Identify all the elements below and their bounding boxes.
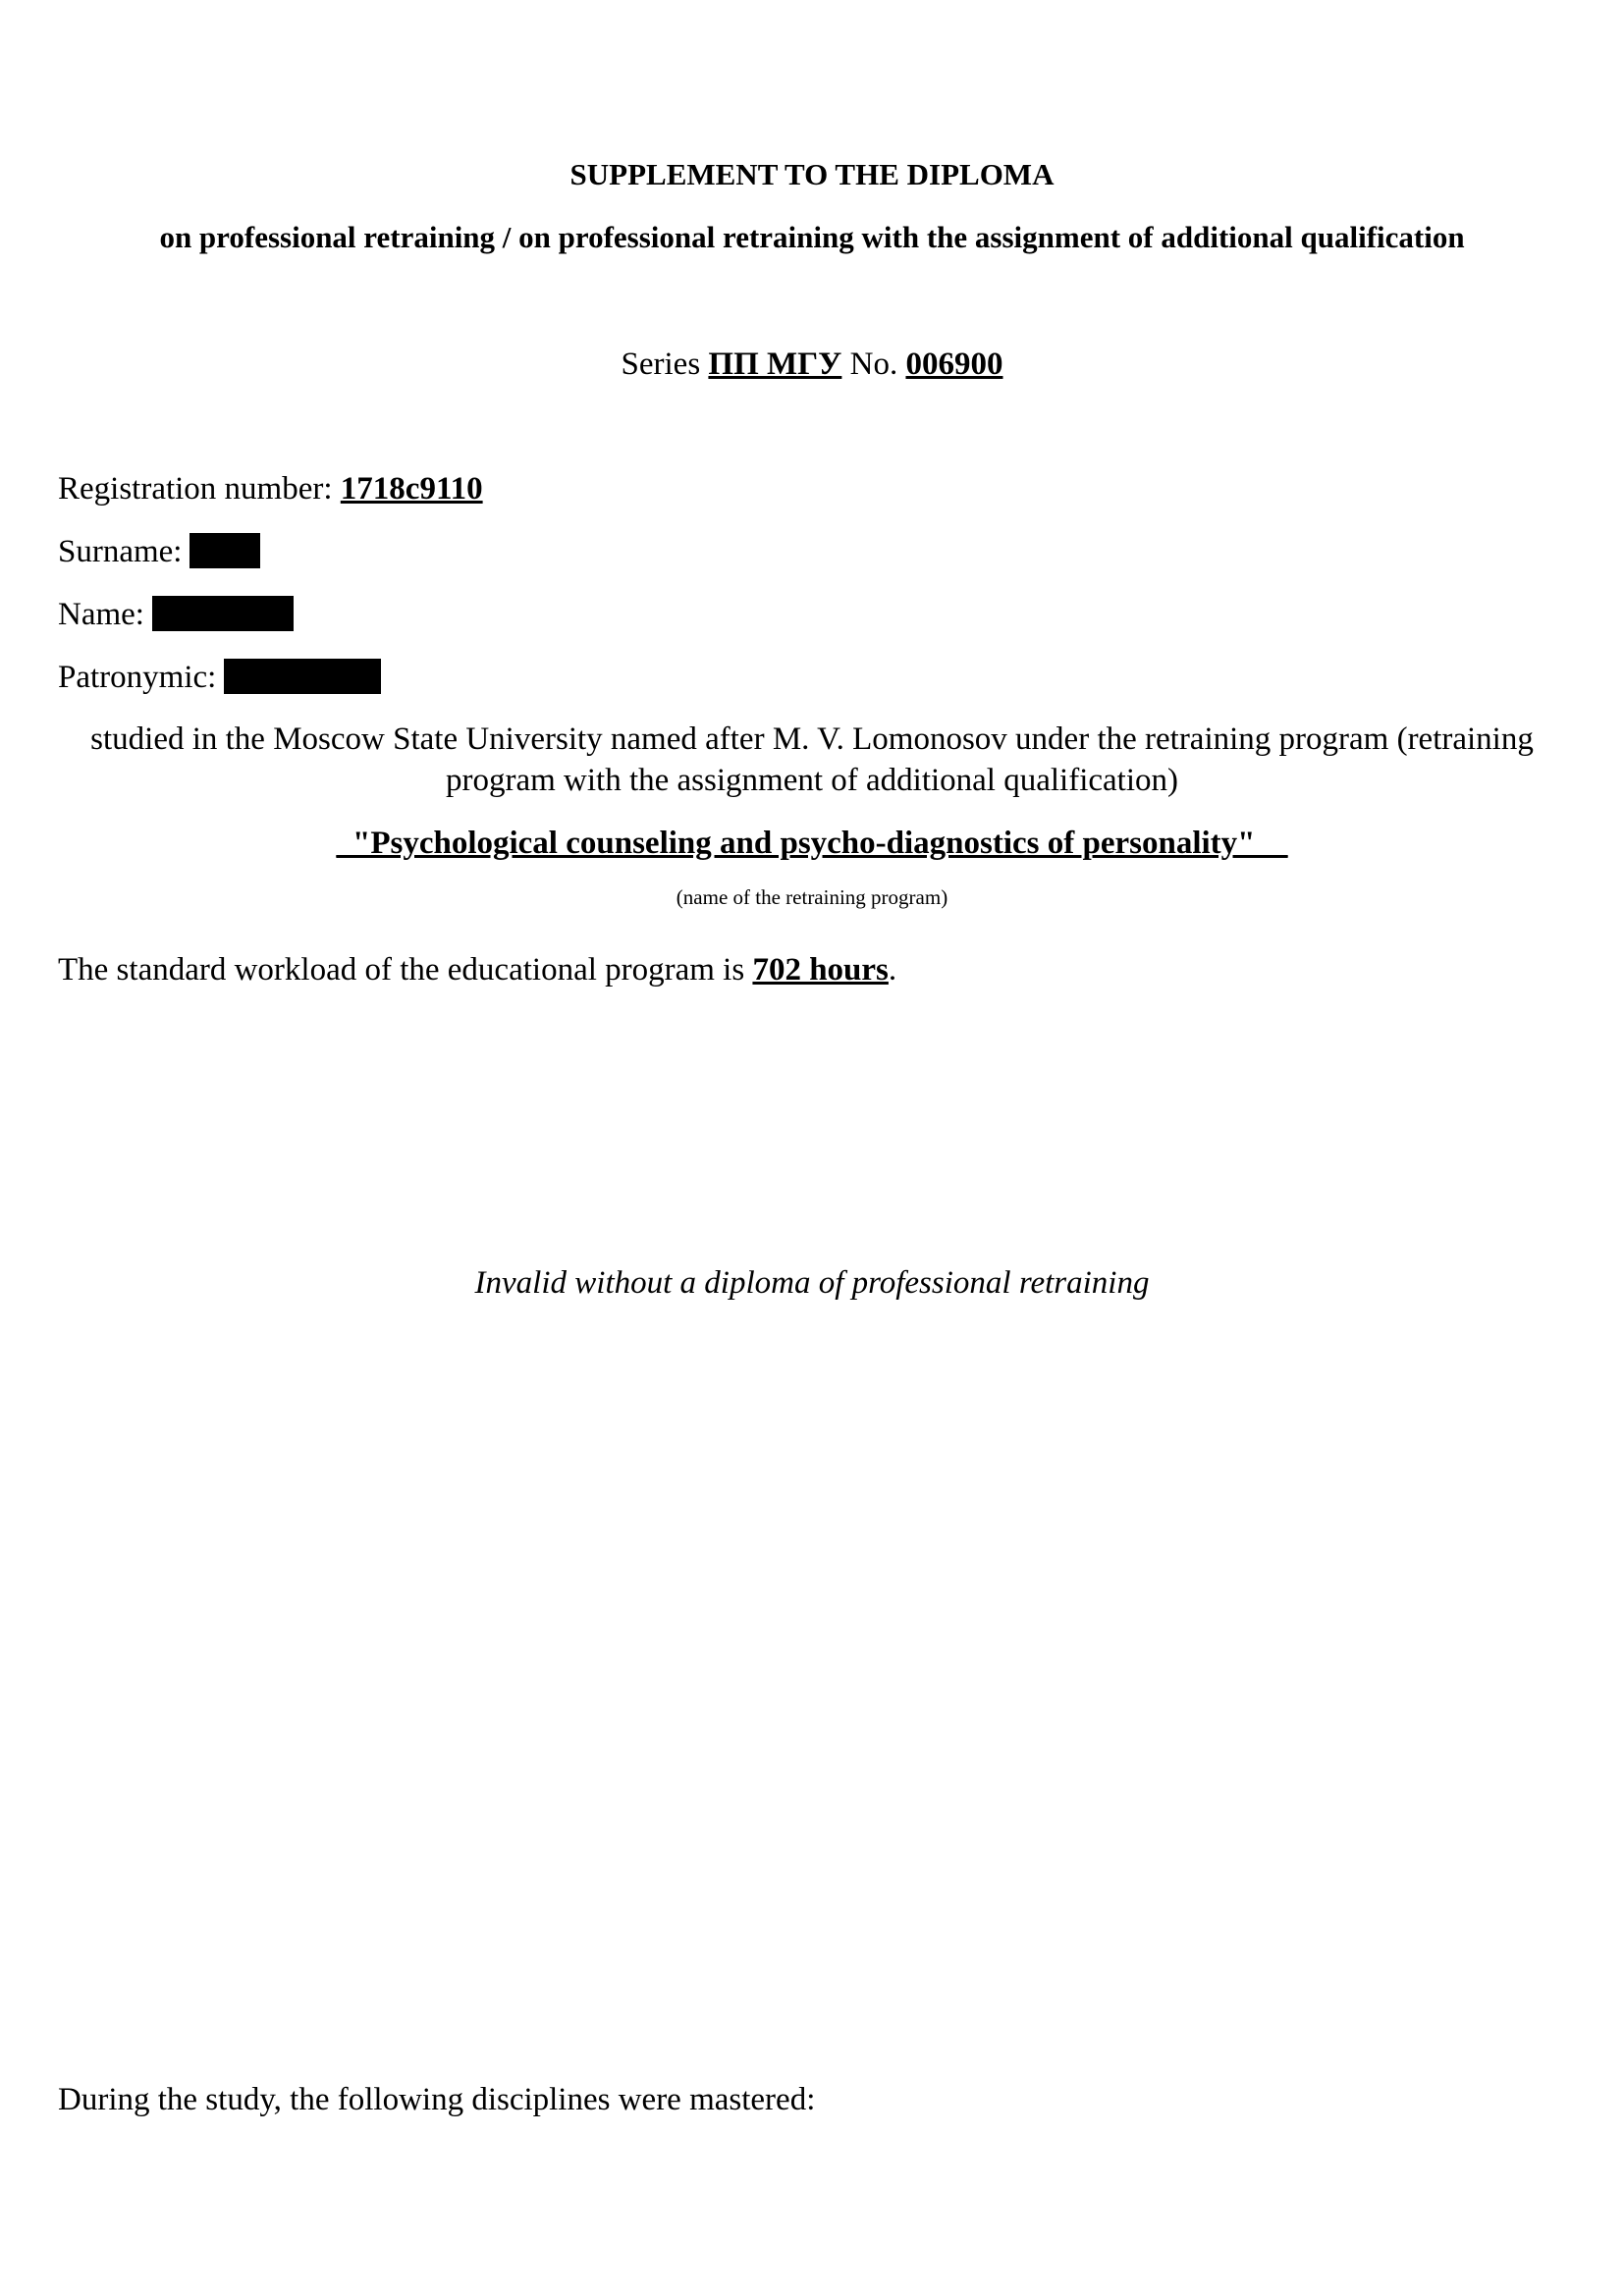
- studied-statement: studied in the Moscow State University named after M. V. Lomonosov under the retraining program (retraining program with the assignment of additional qualification): [90, 721, 1534, 798]
- name-field: [58, 594, 294, 635]
- document-title: SUPPLEMENT TO THE DIPLOMA: [569, 157, 1055, 191]
- workload-suffix: .: [888, 952, 897, 988]
- workload-statement: [58, 949, 896, 990]
- surname-redaction: [189, 533, 260, 568]
- program-name: _"Psychological counseling and psycho-diagnostics of personality"__: [336, 826, 1288, 861]
- invalid-note: Invalid without a diploma of professional retraining: [474, 1265, 1150, 1301]
- surname-field: [58, 531, 260, 572]
- registration-field: [58, 468, 483, 509]
- surname-label: Surname:: [58, 534, 183, 569]
- name-redaction: [152, 596, 294, 631]
- program-caption: (name of the retraining program): [676, 885, 948, 909]
- number-label: No.: [849, 347, 898, 382]
- series-label: Series: [621, 347, 701, 382]
- disciplines-heading: During the study, the following disciplines were mastered:: [58, 2082, 816, 2117]
- series-value: ПП МГУ: [708, 347, 842, 382]
- patronymic-field: [58, 657, 381, 698]
- series-line: [0, 344, 1624, 385]
- workload-value: 702 hours: [752, 952, 889, 988]
- registration-label: Registration number:: [58, 471, 333, 507]
- patronymic-redaction: [224, 659, 381, 694]
- number-value: 006900: [905, 347, 1003, 382]
- workload-prefix: The standard workload of the educational program is: [58, 952, 745, 988]
- patronymic-label: Patronymic:: [58, 660, 217, 695]
- name-label: Name:: [58, 597, 144, 632]
- document-subtitle: on professional retraining / on professional retraining with the assignment of additional qualification: [159, 220, 1465, 254]
- registration-value: 1718c9110: [340, 471, 483, 507]
